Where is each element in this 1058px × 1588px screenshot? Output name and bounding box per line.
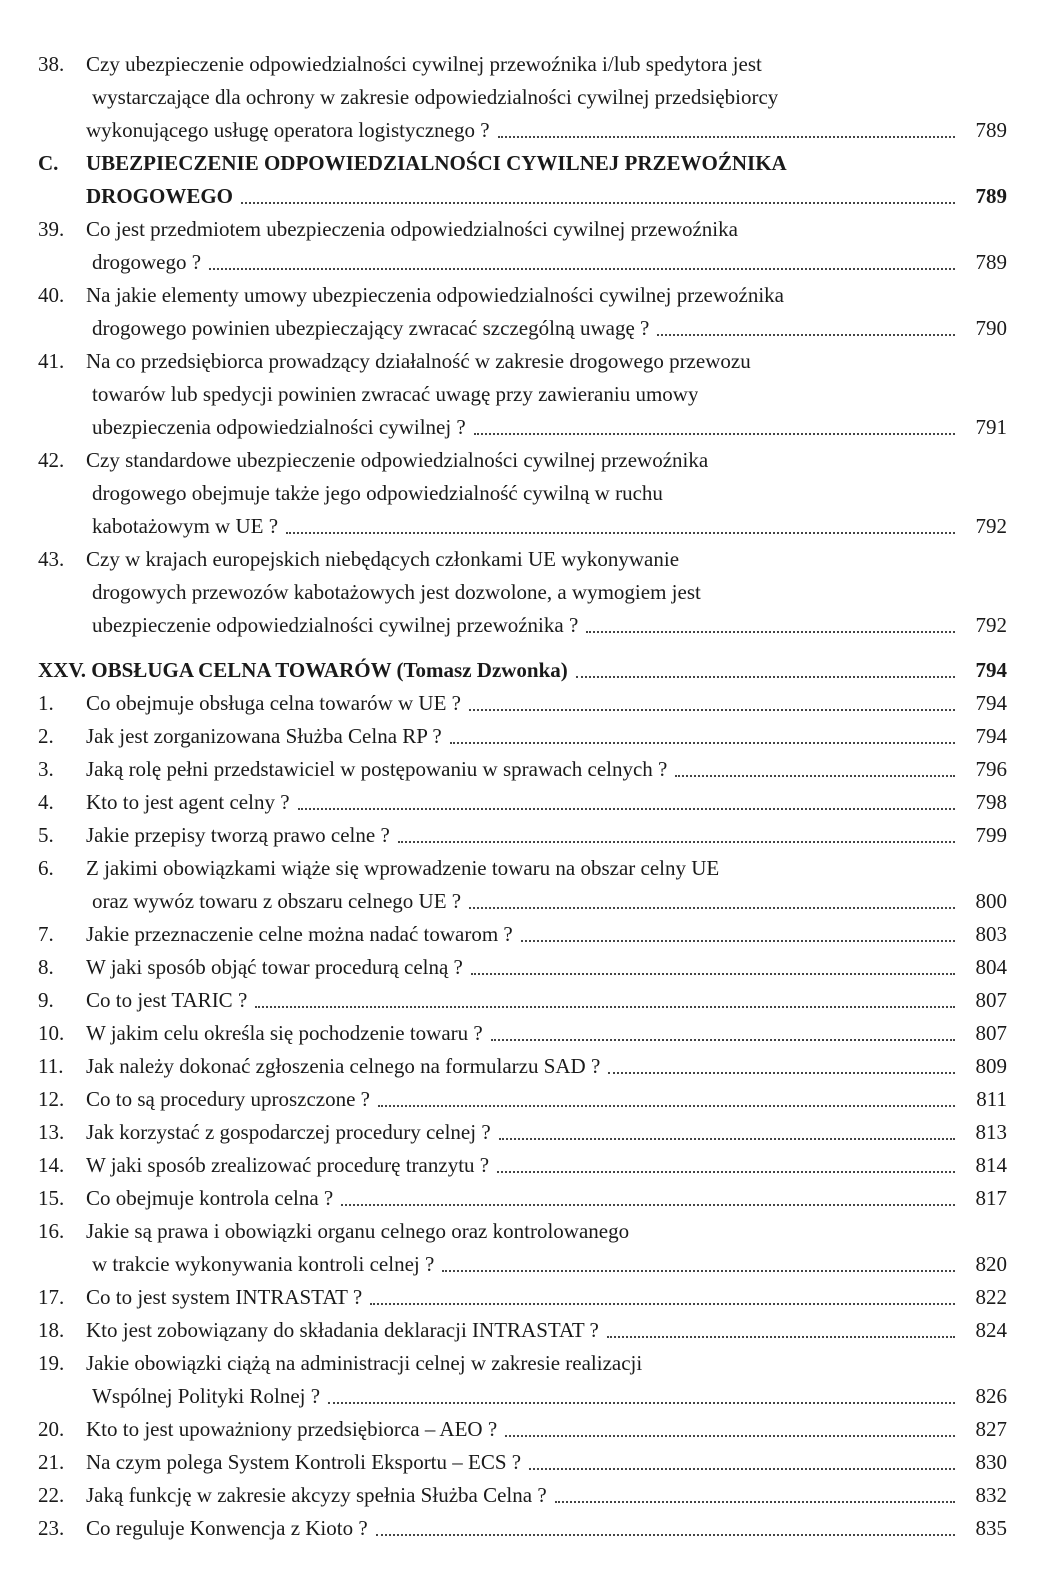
dot-leader: [498, 136, 955, 138]
entry-text-line: w trakcie wykonywania kontroli celnej ?: [92, 1252, 435, 1276]
toc-entry: [0, 345, 1058, 444]
entry-text-line: drogowego powinien ubezpieczający zwracać szczególną uwagę ?: [92, 316, 650, 340]
entry-page-number: 792: [975, 613, 1007, 637]
dot-leader: [398, 841, 955, 843]
toc-entry: [0, 1050, 1058, 1083]
entry-page-number: 826: [975, 1384, 1007, 1408]
entry-text-line: wykonującego usługę operatora logistycznego ?: [86, 118, 490, 142]
entry-number: 20.: [38, 1417, 65, 1441]
toc-entry: [0, 720, 1058, 753]
entry-number: 17.: [38, 1285, 65, 1309]
entry-number: 40.: [38, 283, 65, 307]
entry-page-number: 798: [975, 790, 1007, 814]
entry-text-line: Co reguluje Konwencja z Kioto ?: [86, 1516, 368, 1540]
entry-number: 5.: [38, 823, 54, 847]
chapter-xxv-items: [0, 687, 1058, 1545]
entry-number: 21.: [38, 1450, 65, 1474]
dot-leader: [499, 1138, 955, 1140]
dot-leader: [529, 1468, 955, 1470]
entry-text-line: Na jakie elementy umowy ubezpieczenia odpowiedzialności cywilnej przewoźnika: [86, 283, 784, 307]
entry-page-number: 794: [975, 691, 1007, 715]
toc-entry: [0, 1512, 1058, 1545]
toc-entry: [0, 918, 1058, 951]
entry-text-line: Co obejmuje kontrola celna ?: [86, 1186, 334, 1210]
toc-entry: [0, 1083, 1058, 1116]
entry-number: 19.: [38, 1351, 65, 1375]
entry-page-number: 835: [975, 1516, 1007, 1540]
toc-entry: [0, 1182, 1058, 1215]
entry-page-number: 807: [975, 1021, 1007, 1045]
entry-text-line: W jakim celu określa się pochodzenie towaru ?: [86, 1021, 483, 1045]
toc-entry: [0, 1215, 1058, 1281]
dot-leader: [576, 676, 955, 678]
entry-page-number: 796: [975, 757, 1007, 781]
entry-number: 39.: [38, 217, 65, 241]
entry-page-number: 814: [975, 1153, 1007, 1177]
entry-page-number: 824: [975, 1318, 1007, 1342]
entry-page-number: 789: [975, 118, 1007, 142]
entry-page-number: 817: [975, 1186, 1007, 1210]
toc-entry: [0, 984, 1058, 1017]
entry-number: 11.: [38, 1054, 64, 1078]
toc-entry: [0, 279, 1058, 345]
entry-text-line: Jak korzystać z gospodarczej procedury celnej ?: [86, 1120, 491, 1144]
entry-text-line: ubezpieczenia odpowiedzialności cywilnej ?: [92, 415, 466, 439]
section-title-line: DROGOWEGO: [86, 184, 234, 208]
dot-leader: [370, 1303, 955, 1305]
entry-number: 22.: [38, 1483, 65, 1507]
toc-entry: [0, 951, 1058, 984]
entry-page-number: 811: [976, 1087, 1007, 1111]
entry-text-line: W jaki sposób zrealizować procedurę tranzytu ?: [86, 1153, 490, 1177]
toc-entry: [0, 1347, 1058, 1413]
entry-text-line: drogowego ?: [92, 250, 202, 274]
entry-text-line: W jaki sposób objąć towar procedurą celną ?: [86, 955, 463, 979]
dot-leader: [675, 775, 955, 777]
toc-chapter-xxv: [0, 654, 1058, 687]
toc-entry: [0, 213, 1058, 279]
entry-text-line: Na co przedsiębiorca prowadzący działalność w zakresie drogowego przewozu: [86, 349, 751, 373]
entry-number: 6.: [38, 856, 54, 880]
toc-entry: [0, 543, 1058, 642]
entry-page-number: 813: [975, 1120, 1007, 1144]
chapter-title: XXV. OBSŁUGA CELNA TOWARÓW (Tomasz Dzwonka): [38, 658, 568, 682]
dot-leader: [521, 940, 955, 942]
dot-leader: [491, 1039, 955, 1041]
dot-leader: [657, 334, 955, 336]
entry-text-line: Co jest przedmiotem ubezpieczenia odpowiedzialności cywilnej przewoźnika: [86, 217, 738, 241]
dot-leader: [209, 268, 955, 270]
entry-page-number: 822: [975, 1285, 1007, 1309]
toc-entry: [0, 1479, 1058, 1512]
dot-leader: [505, 1435, 955, 1437]
entry-number: 43.: [38, 547, 65, 571]
section-title-line: UBEZPIECZENIE ODPOWIEDZIALNOŚCI CYWILNEJ PRZEWOŹNIKA: [86, 151, 787, 175]
entry-text-line: Z jakimi obowiązkami wiąże się wprowadzenie towaru na obszar celny UE: [86, 856, 720, 880]
entry-text-line: Co to jest TARIC ?: [86, 988, 248, 1012]
dot-leader: [286, 532, 955, 534]
toc-entry-38: [0, 48, 1058, 147]
entry-text-line: Kto to jest agent celny ?: [86, 790, 290, 814]
entry-number: 8.: [38, 955, 54, 979]
entry-text-line: Czy standardowe ubezpieczenie odpowiedzialności cywilnej przewoźnika: [86, 448, 709, 472]
dot-leader: [376, 1534, 955, 1536]
entry-text-line: ubezpieczenie odpowiedzialności cywilnej przewoźnika ?: [92, 613, 579, 637]
entry-page-number: 830: [975, 1450, 1007, 1474]
toc-entry: [0, 1017, 1058, 1050]
entry-text-line: wystarczające dla ochrony w zakresie odpowiedzialności cywilnej przedsiębiorcy: [92, 85, 779, 109]
entry-page-number: 809: [975, 1054, 1007, 1078]
dot-leader: [255, 1006, 955, 1008]
entry-number: 41.: [38, 349, 65, 373]
entry-text-line: oraz wywóz towaru z obszaru celnego UE ?: [92, 889, 462, 913]
dot-leader: [607, 1336, 955, 1338]
entry-number: 16.: [38, 1219, 65, 1243]
dot-leader: [586, 631, 955, 633]
entry-text-line: Jak należy dokonać zgłoszenia celnego na formularzu SAD ?: [86, 1054, 601, 1078]
entry-text-line: Na czym polega System Kontroli Eksportu – ECS ?: [86, 1450, 522, 1474]
entry-text-line: Kto jest zobowiązany do składania deklaracji INTRASTAT ?: [86, 1318, 599, 1342]
dot-leader: [555, 1501, 955, 1503]
section-letter: C.: [38, 151, 59, 175]
entry-number: 42.: [38, 448, 65, 472]
entry-page-number: 792: [975, 514, 1007, 538]
entry-number: 4.: [38, 790, 54, 814]
toc-entry: [0, 753, 1058, 786]
entry-number: 7.: [38, 922, 54, 946]
entry-number: 15.: [38, 1186, 65, 1210]
entry-number: 10.: [38, 1021, 65, 1045]
entry-text-line: Czy ubezpieczenie odpowiedzialności cywilnej przewoźnika i/lub spedytora jest: [86, 52, 762, 76]
toc-entry: [0, 852, 1058, 918]
dot-leader: [471, 973, 955, 975]
entry-page-number: 820: [975, 1252, 1007, 1276]
entry-number: 1.: [38, 691, 54, 715]
toc-entry: [0, 444, 1058, 543]
toc-entry: [0, 1413, 1058, 1446]
entry-number: 3.: [38, 757, 54, 781]
section-page-number: 789: [975, 184, 1007, 208]
dot-leader: [608, 1072, 955, 1074]
entry-page-number: 803: [975, 922, 1007, 946]
dot-leader: [298, 808, 955, 810]
entry-page-number: 800: [975, 889, 1007, 913]
dot-leader: [469, 709, 955, 711]
entry-page-number: 794: [975, 724, 1007, 748]
entry-text-line: Jakie są prawa i obowiązki organu celnego oraz kontrolowanego: [86, 1219, 630, 1243]
entry-page-number: 791: [975, 415, 1007, 439]
entry-number: 2.: [38, 724, 54, 748]
entry-text-line: Jak jest zorganizowana Służba Celna RP ?: [86, 724, 442, 748]
toc-entry: [0, 687, 1058, 720]
entry-text-line: Co to jest system INTRASTAT ?: [86, 1285, 363, 1309]
entry-text-line: Czy w krajach europejskich niebędących członkami UE wykonywanie: [86, 547, 680, 571]
dot-leader: [474, 433, 955, 435]
toc-entry: [0, 786, 1058, 819]
toc-entry: [0, 1149, 1058, 1182]
entry-page-number: 799: [975, 823, 1007, 847]
entry-text-line: drogowego obejmuje także jego odpowiedzialność cywilną w ruchu: [92, 481, 663, 505]
entry-text-line: Co to są procedury uproszczone ?: [86, 1087, 370, 1111]
entry-number: 9.: [38, 988, 54, 1012]
entry-page-number: 804: [975, 955, 1007, 979]
dot-leader: [378, 1105, 955, 1107]
toc-entry: [0, 1281, 1058, 1314]
dot-leader: [450, 742, 955, 744]
entry-number: 23.: [38, 1516, 65, 1540]
dot-leader: [469, 907, 955, 909]
toc-entry: [0, 1116, 1058, 1149]
entry-page-number: 807: [975, 988, 1007, 1012]
entry-page-number: 789: [975, 250, 1007, 274]
entry-text-line: Jakie obowiązki ciążą na administracji celnej w zakresie realizacji: [86, 1351, 643, 1375]
entry-text-line: kabotażowym w UE ?: [92, 514, 279, 538]
entry-text-line: Jakie przepisy tworzą prawo celne ?: [86, 823, 390, 847]
entry-page-number: 832: [975, 1483, 1007, 1507]
entry-text-line: Wspólnej Polityki Rolnej ?: [92, 1384, 321, 1408]
entry-text-line: drogowych przewozów kabotażowych jest dozwolone, a wymogiem jest: [92, 580, 701, 604]
entry-text-line: Jaką rolę pełni przedstawiciel w postępowaniu w sprawach celnych ?: [86, 757, 668, 781]
entry-text-line: Jaką funkcję w zakresie akcyzy spełnia Służba Celna ?: [86, 1483, 547, 1507]
entry-text-line: towarów lub spedycji powinien zwracać uwagę przy zawieraniu umowy: [92, 382, 699, 406]
dot-leader: [341, 1204, 955, 1206]
entry-page-number: 827: [975, 1417, 1007, 1441]
entry-number: 13.: [38, 1120, 65, 1144]
dot-leader: [328, 1402, 955, 1404]
toc-entry: [0, 1446, 1058, 1479]
entry-number: 18.: [38, 1318, 65, 1342]
chapter-page-number: 794: [975, 658, 1007, 682]
dot-leader: [497, 1171, 955, 1173]
entry-number: 12.: [38, 1087, 65, 1111]
entry-text-line: Co obejmuje obsługa celna towarów w UE ?: [86, 691, 461, 715]
entry-page-number: 790: [975, 316, 1007, 340]
dot-leader: [241, 202, 955, 204]
toc-entry: [0, 1314, 1058, 1347]
entry-text-line: Jakie przeznaczenie celne można nadać towarom ?: [86, 922, 513, 946]
entry-number: 14.: [38, 1153, 65, 1177]
section-c-items: [0, 213, 1058, 642]
toc-entry: [0, 819, 1058, 852]
toc-section-c: [0, 147, 1058, 213]
entry-number: 38.: [38, 52, 65, 76]
dot-leader: [442, 1270, 955, 1272]
entry-text-line: Kto to jest upoważniony przedsiębiorca – AEO ?: [86, 1417, 498, 1441]
